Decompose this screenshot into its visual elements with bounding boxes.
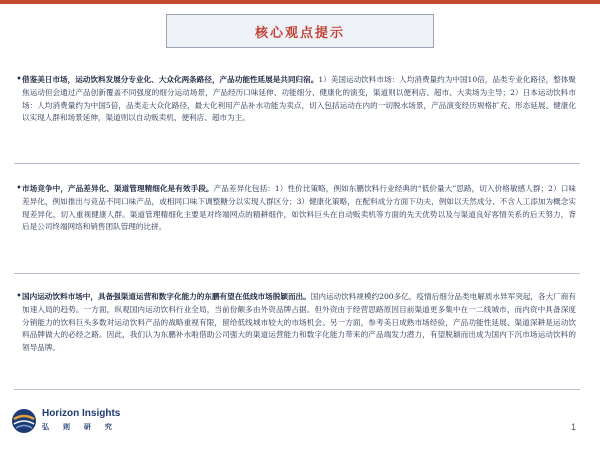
key-point-body: 1）美国运动饮料市场：人均消费量约为中国10倍，品类专业化路径，整体聚焦运动但会通过产品创新覆盖不同强度的细分运动场景，产品经历口味延伸、功能细分、健康化的演变，渠道则以便利店、超市、大卖场为主导；2）日本运动饮料市场：人均消费量约为中国5倍，品类走大众化路径，最大化利用产品补水功能为卖点，切入包括运动在内的一切脱水场景，产品演变经历规格扩充、形态延展、健康化以实现人群和场景延伸，渠道则以自动贩卖机、便利店、超市为主。 [22, 75, 576, 123]
key-point-body: 产品差异化包括：1）性价比策略，例如东鹏饮料行业经典的“低价量大”思路，切入价格敏感人群；2）口味差异化，例如推出与竞品不同口味产品，或相同口味下调整糖分以实现人群区分；3）健康化策略，在配料成分方面下功夫，例如以天然成分、不含人工添加为概念实现差异化，切入重视健康人群。渠道管理精细化主要是对终端网点的精耕细作，如饮料巨头在自动贩卖机等方面的先天优势以及与渠道良好客情关系的后天努力，背后是公司终端网络和销售团队管理的比拼。 [22, 184, 577, 232]
divider [14, 273, 580, 274]
bullet-dot-icon: • [16, 74, 22, 85]
page-number: 1 [571, 422, 577, 432]
key-point-1 [16, 74, 576, 125]
divider [14, 389, 580, 390]
divider [14, 163, 580, 164]
globe-logo-icon [10, 407, 38, 435]
key-point-2 [16, 183, 577, 234]
key-point-lead: 市场竞争中，产品差异化、渠道管理精细化是有效手段。 [22, 184, 214, 193]
title-banner [166, 14, 434, 48]
bullet-dot-icon: • [16, 183, 22, 194]
key-point-body: 国内运动饮料规模约200多亿，疫情后细分品类电解质水异军突起，各大厂商有加速入局的趋势。一方面，纵观国内运动饮料行业全局，当前份额多由外资品牌占据。但外资由于经营思路原因目前渠道更多集中在一二线城市，而内资中具备深度分销能力的饮料巨头多数对运动饮料产品的战略重视有限，留给低线城市较大的市场机会。另一方面，参考美日成熟市场经验，产品功能性延展、渠道深耕是运动饮料品牌做大的必经之路。因此，我们认为东鹏补水啦借助公司强大的渠道运营能力和数字化能力带来的产品端发力潜力，有望脱颖而出成为国内下沉市场运动饮料的领导品牌。 [22, 292, 576, 353]
top-accent-rule [0, 0, 600, 4]
company-logo [10, 405, 140, 441]
logo-subtitle: 弘 则 研 究 [42, 424, 118, 431]
page-title: 核心观点提示 [254, 25, 345, 41]
logo-name: Horizon Insights [42, 408, 121, 419]
key-point-3 [16, 291, 576, 355]
key-point-lead: 借鉴美日市场，运动饮料发展分专业化、大众化两条路径，产品功能性延展是共同归宿。 [22, 75, 319, 84]
key-point-lead: 国内运动饮料市场中，具备强渠道运营和数字化能力的东鹏有望在低线市场脱颖而出。 [22, 292, 311, 301]
bullet-dot-icon: • [16, 291, 22, 302]
